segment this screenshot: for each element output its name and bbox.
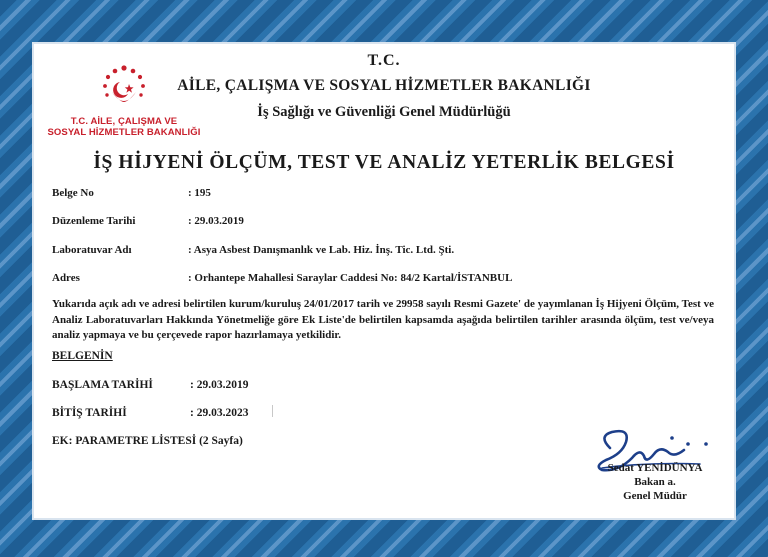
start-date-row (52, 379, 249, 391)
ministry-logo (44, 58, 204, 148)
header-ministry: AİLE, ÇALIŞMA VE SOSYAL HİZMETLER BAKANLIĞI (177, 77, 591, 94)
end-date-row (52, 407, 249, 419)
signatory-title: Genel Müdür (623, 490, 687, 502)
logo-text-line1: T.C. AİLE, ÇALIŞMA VE (70, 116, 178, 127)
end-date-label: BİTİŞ TARİHİ (52, 407, 127, 419)
field-label: Adres (52, 272, 80, 284)
certificate-title: İŞ HİJYENİ ÖLÇÜM, TEST VE ANALİZ YETERLİK BELGESİ (93, 152, 675, 173)
field-value: : 29.03.2019 (188, 215, 244, 227)
logo-text-line2: SOSYAL HİZMETLER BAKANLIĞI (47, 127, 201, 138)
header-directorate: İş Sağlığı ve Güvenliği Genel Müdürlüğü (257, 104, 511, 120)
start-date-label: BAŞLAMA TARİHİ (52, 379, 153, 391)
field-row-belge-no (52, 187, 211, 199)
annex-note: EK: PARAMETRE LİSTESİ (2 Sayfa) (52, 435, 243, 447)
field-label: Düzenleme Tarihi (52, 215, 136, 227)
field-label: Belge No (52, 187, 94, 199)
field-label: Laboratuvar Adı (52, 244, 132, 256)
signatory-on-behalf: Bakan a. (634, 476, 676, 488)
field-row-duzenleme-tarihi (52, 215, 244, 227)
validity-heading: BELGENİN (52, 350, 113, 362)
scan-mark (272, 405, 273, 417)
signatory-name: Sedat YENİDÜNYA (607, 462, 703, 474)
field-value: : Asya Asbest Danışmanlık ve Lab. Hiz. İnş. Tic. Ltd. Şti. (188, 244, 455, 256)
authorization-paragraph: Yukarıda açık adı ve adresi belirtilen kurum/kuruluş 24/01/2017 tarih ve 29958 sayılı Resmi Gazete' de yayımlanan İş Hijyeni Ölçüm, Test ve Analiz Laboratuvarları Hakkında Yönetmeliğe göre Ek Liste'de belirtilen kapsamda aşağıda belirtilen tarihler arasında ölçüm, test ve/veya analiz yapmaya ve bu çerçevede rapor hazırlamaya yetkilidir. (52, 298, 714, 341)
end-date-value: : 29.03.2023 (190, 407, 249, 419)
field-value: : Orhantepe Mahallesi Saraylar Caddesi No: 84/2 Kartal/İSTANBUL (188, 272, 513, 284)
field-row-adres (52, 272, 513, 284)
field-row-laboratuvar-adi (52, 244, 455, 256)
start-date-value: : 29.03.2019 (190, 379, 249, 391)
field-value: : 195 (188, 187, 211, 199)
header-tc: T.C. (367, 52, 401, 69)
signatory-block (596, 461, 714, 503)
